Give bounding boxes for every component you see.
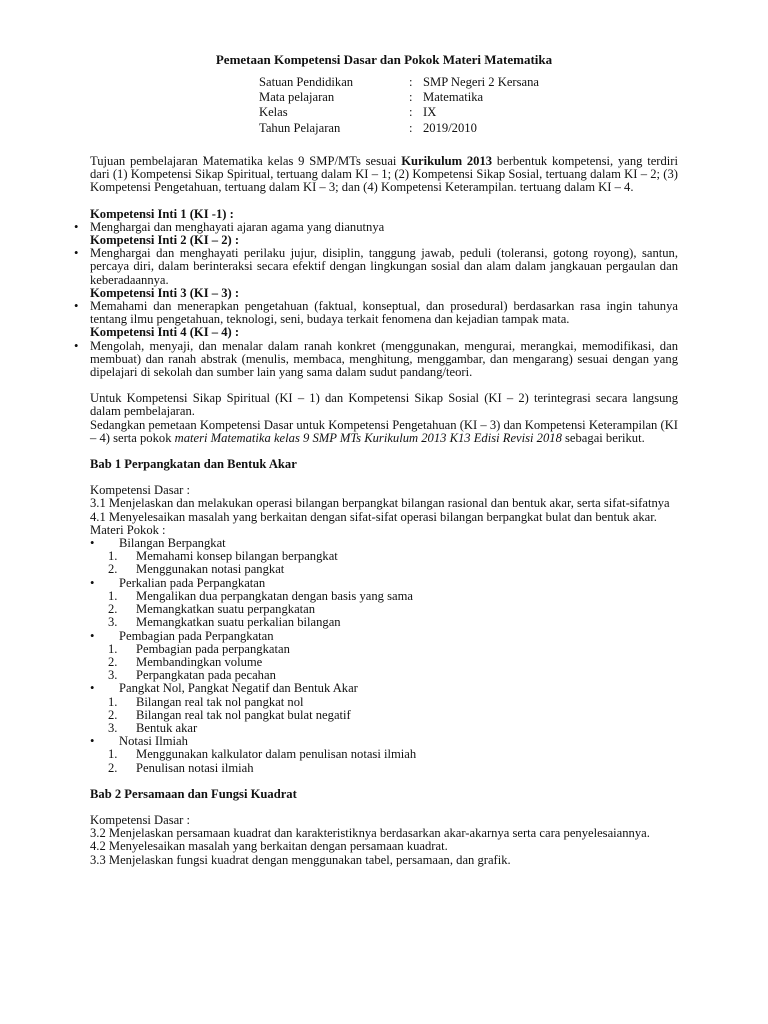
- sub-list-wrap: [90, 748, 678, 774]
- info-row: [259, 75, 539, 90]
- sub-item: 1. Mengalikan dua perpangkatan dengan basis yang sama: [108, 588, 413, 603]
- ki-list: [74, 338, 678, 380]
- sub-list: [90, 748, 678, 774]
- sub-item: 3. Perpangkatan pada pecahan: [108, 668, 276, 683]
- sub-item: 2. Bilangan real tak nol pangkat bulat negatif: [108, 707, 351, 722]
- sub-list: [90, 643, 678, 683]
- sub-text: Bentuk akar: [136, 720, 198, 735]
- materi-list: [90, 537, 678, 775]
- materi-name: Perkalian pada Perpangkatan: [119, 575, 266, 590]
- sub-item: 3. Memangkatkan suatu perkalian bilangan: [108, 615, 341, 630]
- ki-heading: Kompetensi Inti 4 (KI – 4) :: [90, 325, 240, 340]
- ki-heading: Kompetensi Inti 2 (KI – 2) :: [90, 233, 240, 248]
- sub-text: Bilangan real tak nol pangkat bulat negatif: [136, 707, 351, 722]
- bullet-icon: •: [74, 299, 79, 314]
- sub-item: 1. Menggunakan kalkulator dalam penulisan notasi ilmiah: [108, 747, 417, 762]
- bullet-icon: •: [90, 536, 95, 551]
- info-colon: :: [409, 75, 413, 89]
- sub-item: 1. Memahami konsep bilangan berpangkat: [108, 549, 338, 564]
- info-row: [259, 90, 539, 105]
- materi-name: Notasi Ilmiah: [119, 734, 188, 749]
- info-row: [259, 105, 539, 120]
- info-value: Matematika: [423, 90, 484, 105]
- info-value: 2019/2010: [423, 120, 477, 135]
- sub-item: 2. Membandingkan volume: [108, 654, 263, 669]
- ki-section: [74, 206, 678, 380]
- info-row: [259, 121, 539, 136]
- sub-item: 2. Penulisan notasi ilmiah: [108, 760, 254, 775]
- mapping-text: Sedangkan pemetaan Kompetensi Dasar untuk Kompetensi Pengetahuan (KI – 3) dan Kompetensi Keterampilan (KI – 4) serta pokok: [90, 417, 678, 445]
- chapter-1-title: Bab 1 Perpangkatan dan Bentuk Akar: [90, 457, 297, 472]
- ki-item: [74, 338, 678, 380]
- sub-text: Memangkatkan suatu perpangkatan: [136, 602, 316, 617]
- sub-text: Mengalikan dua perpangkatan dengan basis yang sama: [136, 588, 413, 603]
- materi-name: Pangkat Nol, Pangkat Negatif dan Bentuk Akar: [119, 681, 358, 696]
- info-colon: :: [409, 120, 413, 135]
- sub-item: 2. Menggunakan notasi pangkat: [108, 562, 285, 577]
- kd-item: 3.1 Menjelaskan dan melakukan operasi bilangan berpangkat bilangan rasional dan bentuk akar, serta sifat-sifatnya: [90, 496, 670, 511]
- kd-item: 4.1 Menyelesaikan masalah yang berkaitan dengan sifat-sifat operasi bilangan berpangkat bulat dan bentuk akar.: [90, 509, 657, 524]
- sub-item: 2. Memangkatkan suatu perpangkatan: [108, 602, 316, 617]
- sub-text: Perpangkatan pada pecahan: [136, 668, 276, 683]
- document-body: [74, 154, 678, 867]
- intro-bold-text: Kurikulum 2013: [401, 154, 493, 168]
- kd-item: 3.2 Menjelaskan persamaan kuadrat dan karakteristiknya berdasarkan akar-akarnya serta cara penyelesaiannya.: [90, 826, 650, 841]
- bullet-icon: •: [74, 219, 79, 234]
- bullet-icon: •: [90, 681, 95, 696]
- info-value: IX: [423, 105, 437, 120]
- materi-label: Materi Pokok :: [90, 522, 166, 537]
- info-colon: :: [409, 105, 413, 120]
- ki-item: [74, 299, 678, 327]
- kd-label: Kompetensi Dasar :: [90, 483, 191, 498]
- mapping-paragraph: [90, 419, 678, 445]
- sub-text: Menggunakan kalkulator dalam penulisan notasi ilmiah: [136, 747, 417, 762]
- sub-item: 1. Pembagian pada perpangkatan: [108, 641, 290, 656]
- ki-item: [74, 219, 678, 234]
- sub-list-wrap: [90, 696, 678, 736]
- sub-text: Penulisan notasi ilmiah: [136, 760, 254, 775]
- info-label: Tahun Pelajaran: [259, 120, 341, 135]
- sub-list: [90, 696, 678, 736]
- ki-heading: Kompetensi Inti 1 (KI -1) :: [90, 206, 234, 221]
- info-value: SMP Negeri 2 Kersana: [423, 75, 540, 89]
- materi-name: Bilangan Berpangkat: [119, 536, 226, 551]
- info-table: [259, 75, 539, 136]
- sub-list: [90, 590, 678, 630]
- info-label: Kelas: [259, 105, 288, 120]
- sub-list: [90, 550, 678, 576]
- sub-text: Menggunakan notasi pangkat: [136, 562, 285, 577]
- materi-name: Pembagian pada Perpangkatan: [119, 628, 274, 643]
- ki-heading: Kompetensi Inti 3 (KI – 3) :: [90, 285, 240, 300]
- sub-list-wrap: [90, 550, 678, 576]
- mapping-text-cont: sebagai berikut.: [561, 430, 645, 445]
- sub-item: 3. Bentuk akar: [108, 720, 198, 735]
- chapter-2-title: Bab 2 Persamaan dan Fungsi Kuadrat: [90, 786, 297, 801]
- sub-text: Memahami konsep bilangan berpangkat: [136, 549, 338, 564]
- info-label: Mata pelajaran: [259, 90, 335, 105]
- ki-list: [74, 299, 678, 327]
- kd-item: 3.3 Menjelaskan fungsi kuadrat dengan menggunakan tabel, persamaan, dan grafik.: [90, 852, 511, 867]
- ki-text: Menghargai dan menghayati ajaran agama yang dianutnya: [90, 219, 385, 234]
- sub-text: Memangkatkan suatu perkalian bilangan: [136, 615, 341, 630]
- ki-text: Menghargai dan menghayati perilaku jujur, disiplin, tanggung jawab, peduli (toleransi, gotong royong), santun, percaya diri, dalam berinteraksi secara efektif dengan lingkungan sosial dan alam dalam jangkauan pergaulan dan keberadaannya.: [90, 246, 678, 287]
- ki-text: Memahami dan menerapkan pengetahuan (faktual, konseptual, dan prosedural) berdasarkan rasa ingin tahunya tentang ilmu pengetahuan, teknologi, seni, budaya terkait fenomena dan kejadian tampak mata.: [90, 299, 678, 327]
- info-label: Satuan Pendidikan: [259, 75, 354, 89]
- bullet-icon: •: [90, 628, 95, 643]
- sub-text: Bilangan real tak nol pangkat nol: [136, 694, 304, 709]
- sub-list-wrap: [90, 590, 678, 630]
- kd-item: 4.2 Menyelesaikan masalah yang berkaitan dengan persamaan kuadrat.: [90, 839, 448, 854]
- bullet-icon: •: [74, 338, 79, 353]
- intro-text-cont: berbentuk kompetensi, yang terdiri dari (1) Kompetensi Sikap Spiritual, tertuang dalam KI – 1; (2) Kompetensi Sikap Sosial, tertuang dalam KI – 2; (3) Kompetensi Pengetahuan, tertuang dalam KI – 3; dan (4) Kompetensi Keterampilan. tertuang dalam KI – 4.: [90, 154, 678, 195]
- info-colon: :: [409, 90, 413, 105]
- ki-text: Mengolah, menyaji, dan menalar dalam ranah konkret (menggunakan, mengurai, merangkai, memodifikasi, dan membuat) dan ranah abstrak (menulis, membaca, menghitung, menggambar, dan mengarang) sesuai dengan yang dipelajari di sekolah dan sumber lain yang sama dalam sudut pandang/teori.: [90, 338, 678, 380]
- sub-text: Pembagian pada perpangkatan: [136, 641, 290, 656]
- bullet-icon: •: [90, 734, 95, 749]
- ki-integration-paragraph: Untuk Kompetensi Sikap Spiritual (KI – 1) dan Kompetensi Sikap Sosial (KI – 2) terintegrasi secara langsung dalam pembelajaran.: [90, 391, 678, 419]
- sub-list-wrap: [90, 643, 678, 683]
- sub-item: 1. Bilangan real tak nol pangkat nol: [108, 694, 304, 709]
- bullet-icon: •: [74, 246, 79, 261]
- sub-text: Membandingkan volume: [136, 654, 263, 669]
- ki-list: [74, 246, 678, 287]
- ki-item: [74, 246, 678, 287]
- ki-list: [74, 219, 678, 234]
- mapping-italic-text: materi Matematika kelas 9 SMP MTs Kurikulum 2013 K13 Edisi Revisi 2018: [174, 430, 562, 445]
- document-title: Pemetaan Kompetensi Dasar dan Pokok Materi Matematika: [215, 52, 553, 67]
- kd-label: Kompetensi Dasar :: [90, 812, 191, 827]
- intro-paragraph: [90, 155, 678, 195]
- bullet-icon: •: [90, 575, 95, 590]
- intro-text: Tujuan pembelajaran Matematika kelas 9 SMP/MTs sesuai: [90, 154, 402, 168]
